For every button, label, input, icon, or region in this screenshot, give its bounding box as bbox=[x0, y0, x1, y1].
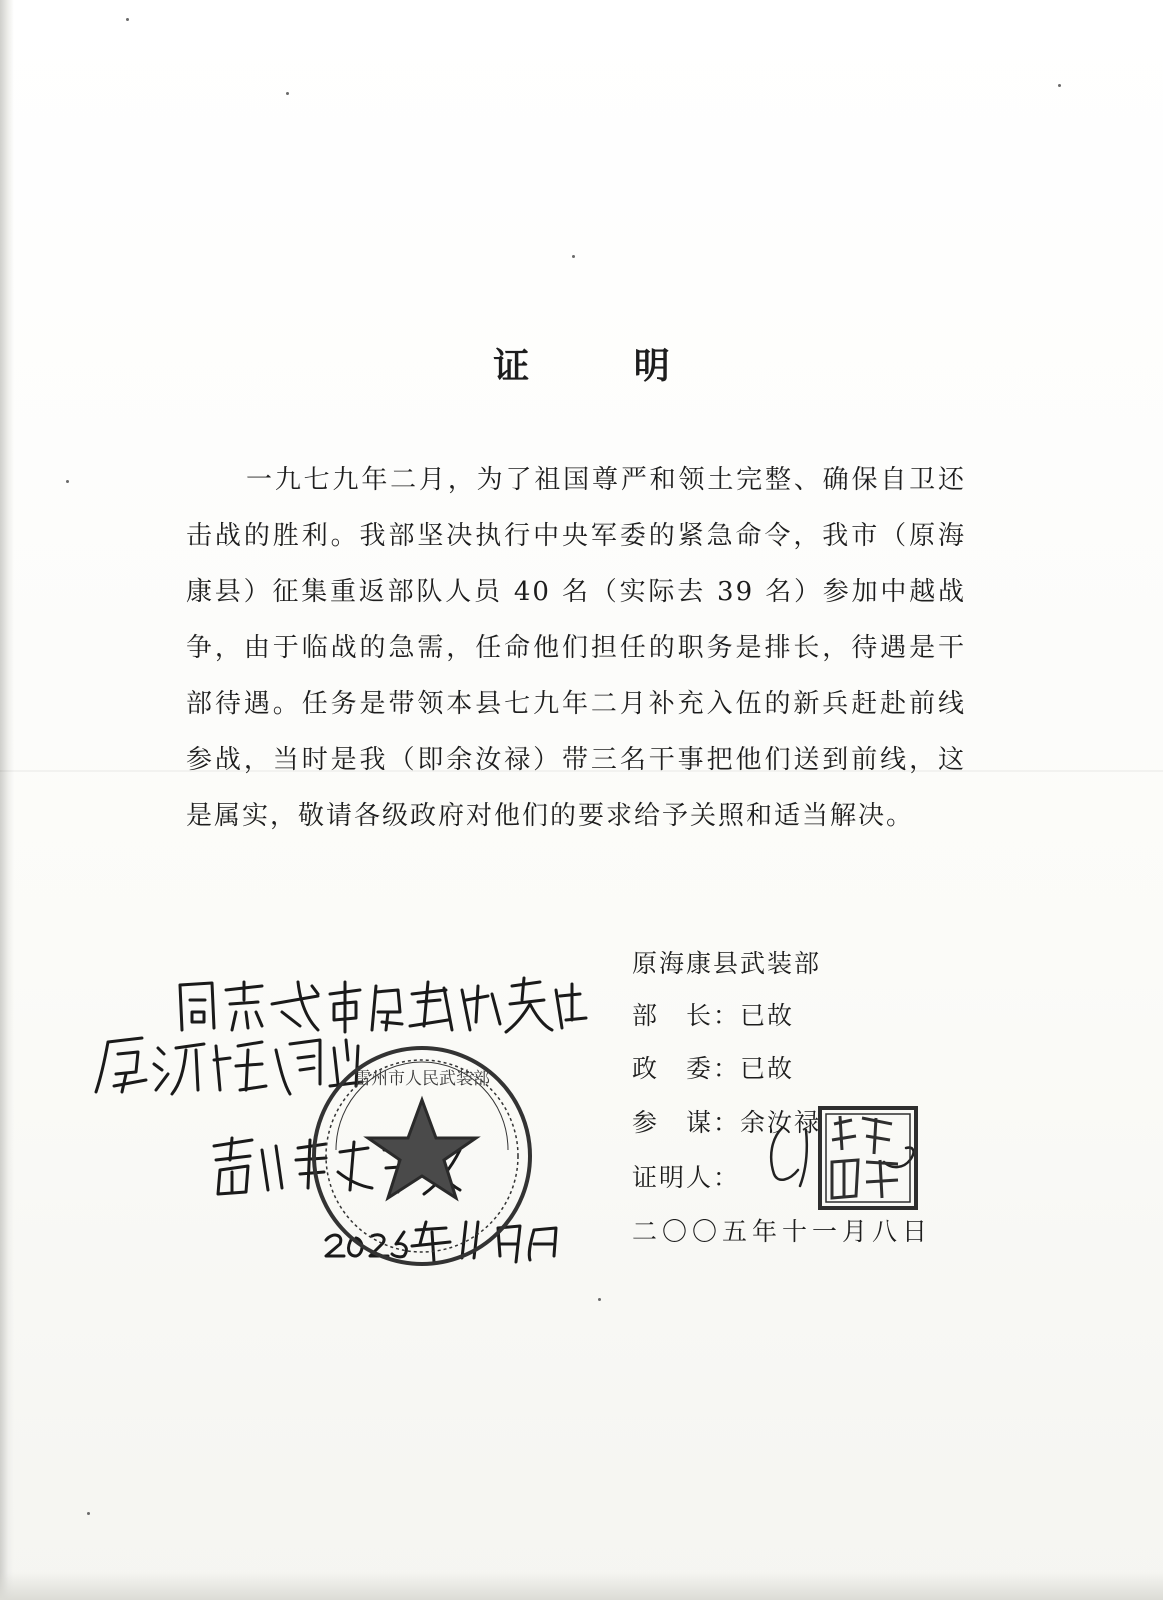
field-label: 证明人： bbox=[632, 1163, 741, 1192]
field-label: 参 谋： bbox=[632, 1108, 741, 1137]
square-seal bbox=[820, 1108, 916, 1208]
field-label: 部 长： bbox=[632, 1001, 741, 1030]
certificate-body: 一九七九年二月，为了祖国尊严和领土完整、确保自卫还击战的胜利。我部坚决执行中央军委的紧急命令，我市（原海康县）征集重返部队人员 40 名（实际去 39 名）参加中越战争，由于临战的急需，任命他们担任的职务是排长，待遇是干部待遇。任务是带领本县七九年二月补充入伍的新兵赶赴前线参战，当时是我（即余汝禄）带三名干事把他们送到前线，这是属实，敬请各级政府对他们的要求给予关照和适当解决。 bbox=[186, 465, 966, 831]
handwritten-note-line1 bbox=[180, 978, 586, 1032]
field-label: 政 委： bbox=[632, 1054, 741, 1083]
round-seal-text: 雷州市人民武装部 bbox=[354, 1069, 490, 1089]
issuing-organization: 原海康县武装部 bbox=[632, 949, 822, 978]
field-value: 余汝禄 bbox=[740, 1108, 822, 1137]
document-title: 证 明 bbox=[493, 345, 716, 387]
field-value: 已故 bbox=[740, 1001, 795, 1030]
field-value: 已故 bbox=[740, 1054, 795, 1083]
handwritten-note-date bbox=[326, 1222, 556, 1262]
handwritten-note-line2 bbox=[96, 1038, 362, 1094]
document-date: 二〇〇五年十一月八日 bbox=[632, 1217, 933, 1246]
